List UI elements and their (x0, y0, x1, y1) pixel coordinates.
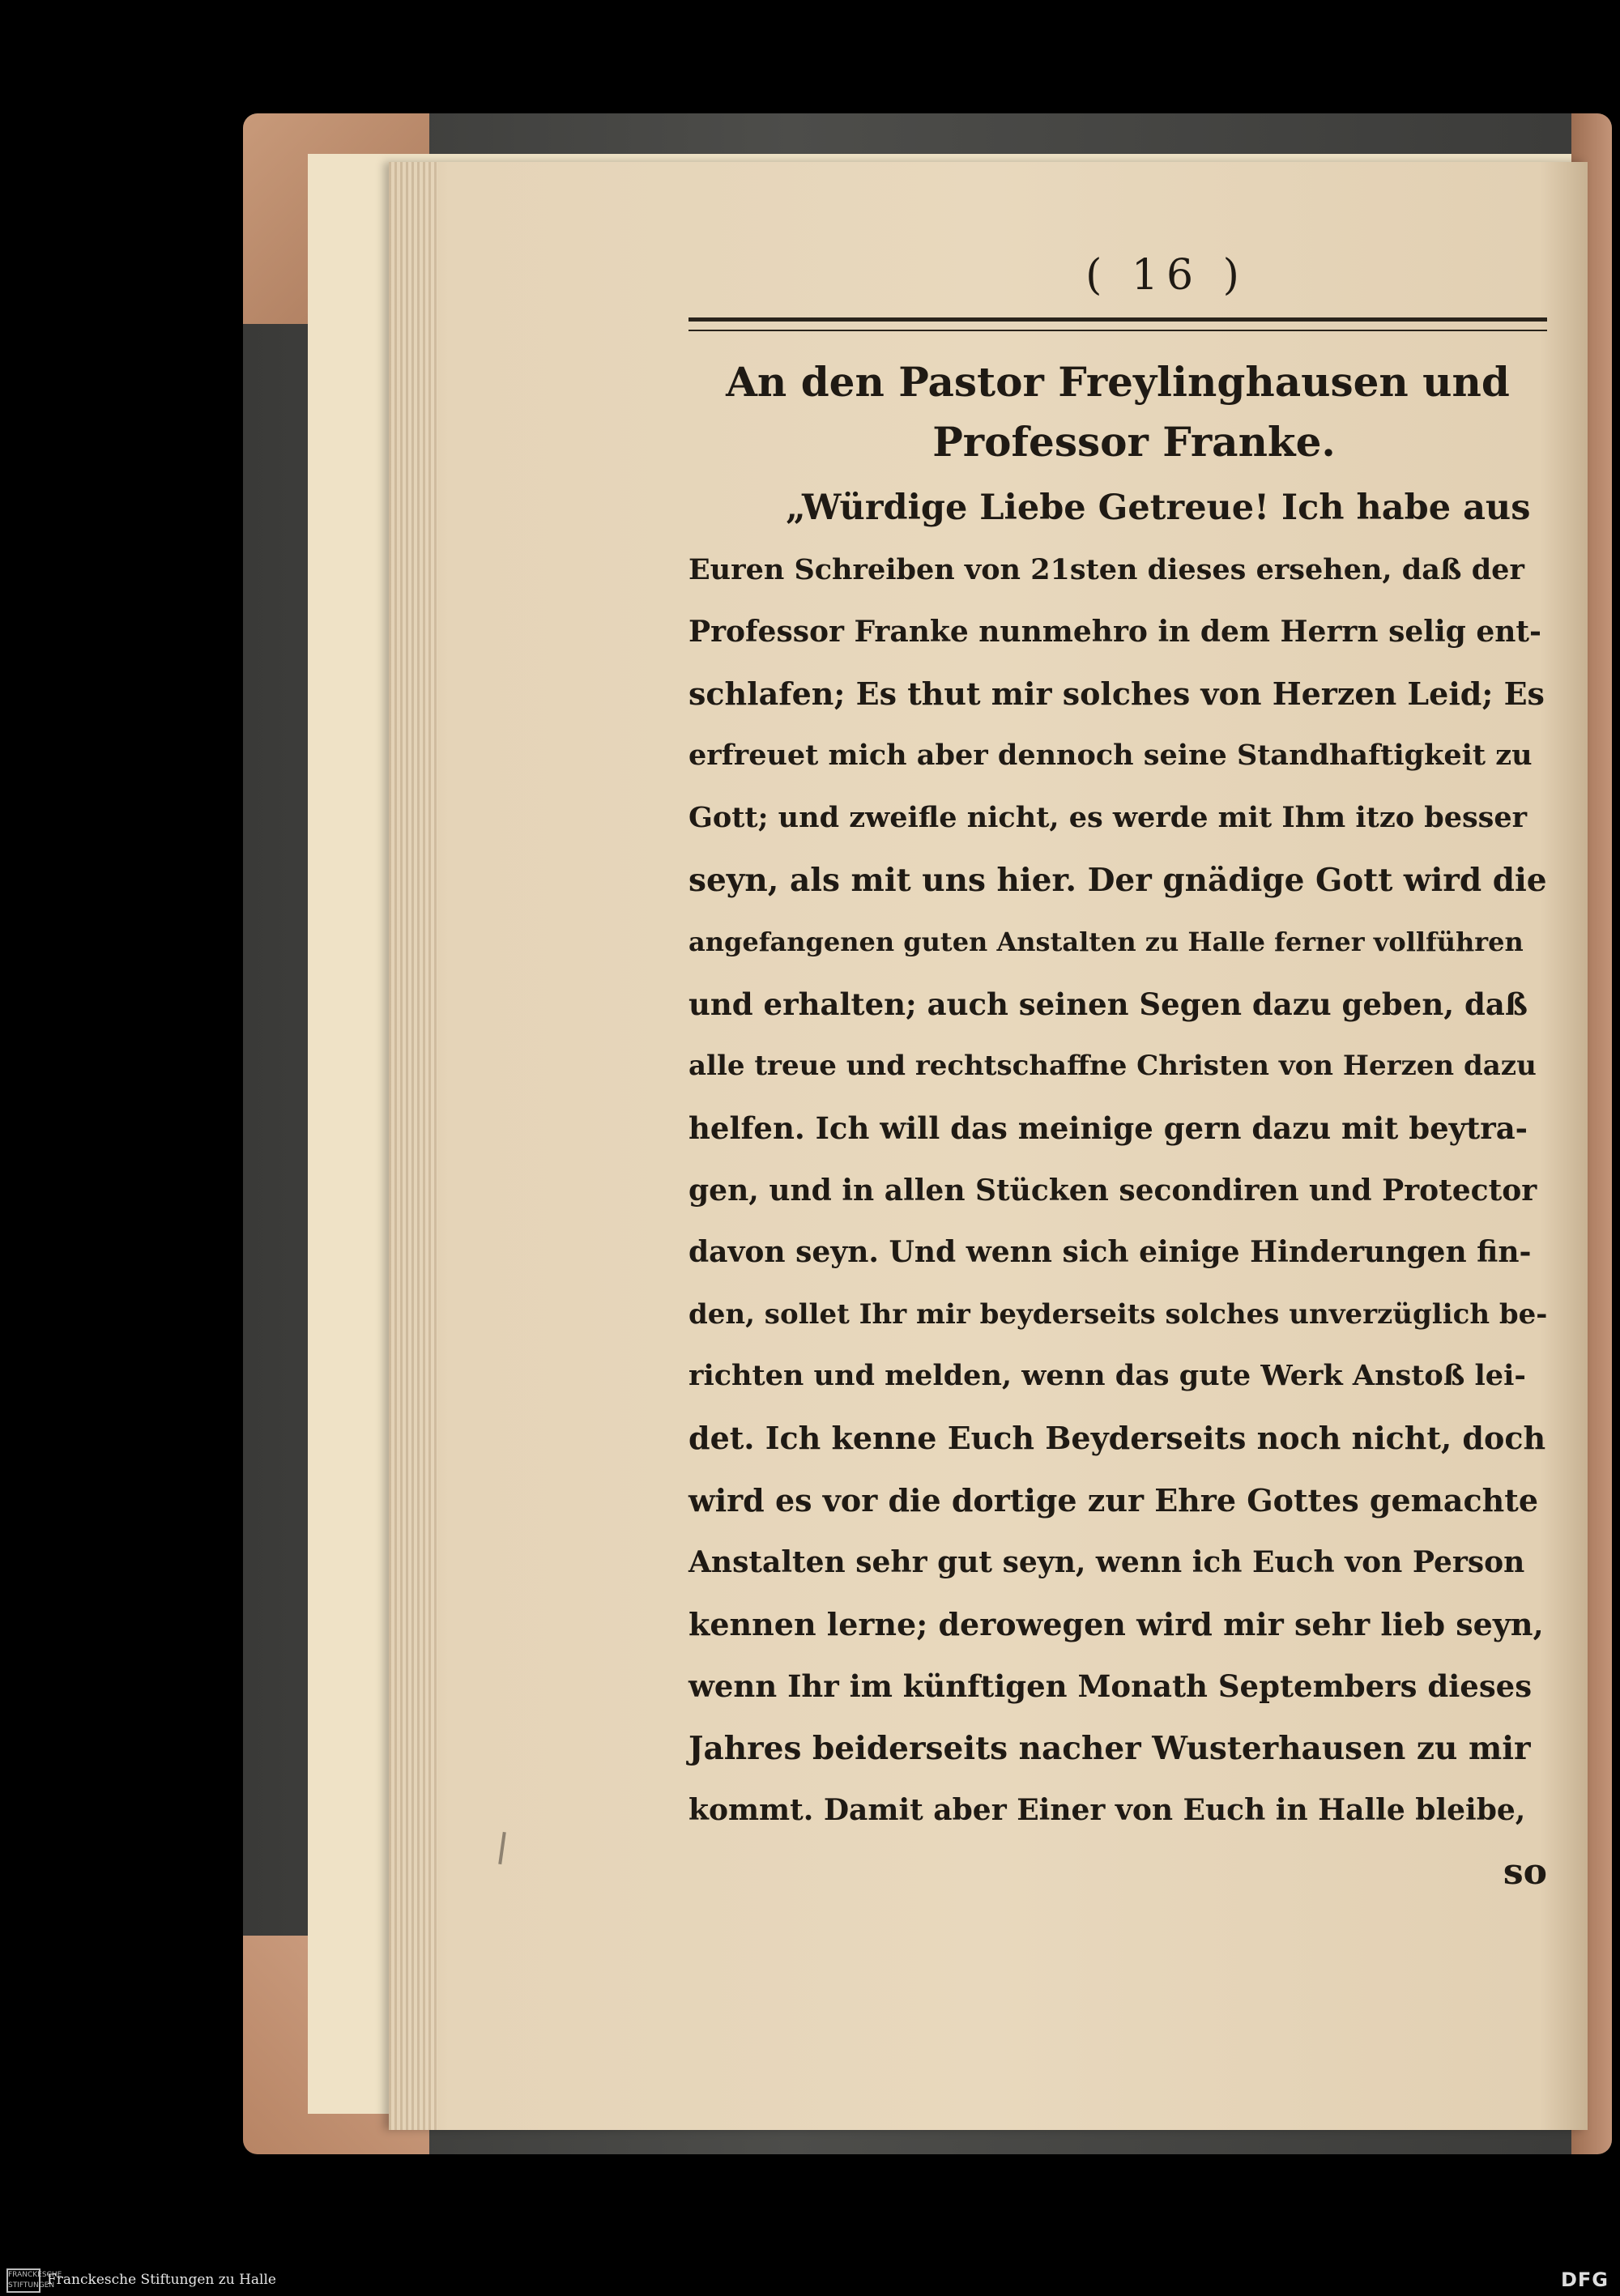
text-line: Gott; und zweifle nicht, es werde mit Ihm itzo besser (688, 800, 1528, 834)
text-line: und erhalten; auch seinen Segen dazu geben, daß (688, 986, 1528, 1022)
text-line: Euren Schreiben von 21sten dieses ersehen, daß der (688, 552, 1524, 586)
viewer-footer (0, 2264, 1620, 2296)
text-line: schlafen; Es thut mir solches von Herzen Leid; Es (688, 675, 1545, 712)
letter-heading-line-2: Professor Franke. (932, 418, 1336, 466)
catchword: so (1503, 1851, 1547, 1893)
text-line: „Würdige Liebe Getreue! Ich habe aus (786, 488, 1531, 528)
text-line: davon seyn. Und wenn sich einige Hinderungen fin- (688, 1235, 1532, 1270)
text-line: det. Ich kenne Euch Beyderseits noch nicht, doch (688, 1419, 1546, 1456)
page-text-block (688, 243, 1547, 1903)
institution-logo: FRANCKESCHE STIFTUNGEN (6, 2268, 40, 2293)
text-line: kommt. Damit aber Einer von Euch in Halle bleibe, (688, 1793, 1526, 1828)
dfg-logo: DFG (1560, 2268, 1609, 2291)
text-line: wird es vor die dortige zur Ehre Gottes gemachte (688, 1481, 1539, 1519)
page-number: ( 16 ) (1085, 251, 1247, 300)
text-line: alle treue und rechtschaffne Christen von Herzen dazu (688, 1050, 1537, 1083)
text-line: angefangenen guten Anstalten zu Halle ferner vollführen (688, 926, 1524, 958)
text-line: gen, und in allen Stücken secondiren und Protector (688, 1173, 1537, 1208)
text-line: seyn, als mit uns hier. Der gnädige Gott wird die (688, 861, 1547, 899)
text-line: den, sollet Ihr mir beyderseits solches unverzüglich be- (688, 1297, 1548, 1331)
text-line: Anstalten sehr gut seyn, wenn ich Euch von Person (688, 1545, 1525, 1580)
text-line: Jahres beiderseits nacher Wusterhausen zu mir (688, 1729, 1531, 1767)
text-line: richten und melden, wenn das gute Werk Anstoß lei- (688, 1359, 1526, 1393)
page-edges (389, 162, 437, 2130)
text-line: wenn Ihr im künftigen Monath Septembers dieses (688, 1668, 1533, 1705)
letter-body (688, 477, 1547, 1842)
header-rule (688, 317, 1547, 331)
text-line: erfreuet mich aber dennoch seine Standhaftigkeit zu (688, 739, 1533, 773)
text-line: kennen lerne; derowegen wird mir sehr lieb seyn, (688, 1605, 1544, 1642)
text-line: helfen. Ich will das meinige gern dazu mit beytra- (688, 1110, 1528, 1146)
institution-name[interactable]: Franckesche Stiftungen zu Halle (47, 2272, 276, 2288)
text-line: Professor Franke nunmehro in dem Herrn selig ent- (688, 615, 1541, 650)
letter-heading-line-1: An den Pastor Freylinghausen und (726, 358, 1510, 406)
